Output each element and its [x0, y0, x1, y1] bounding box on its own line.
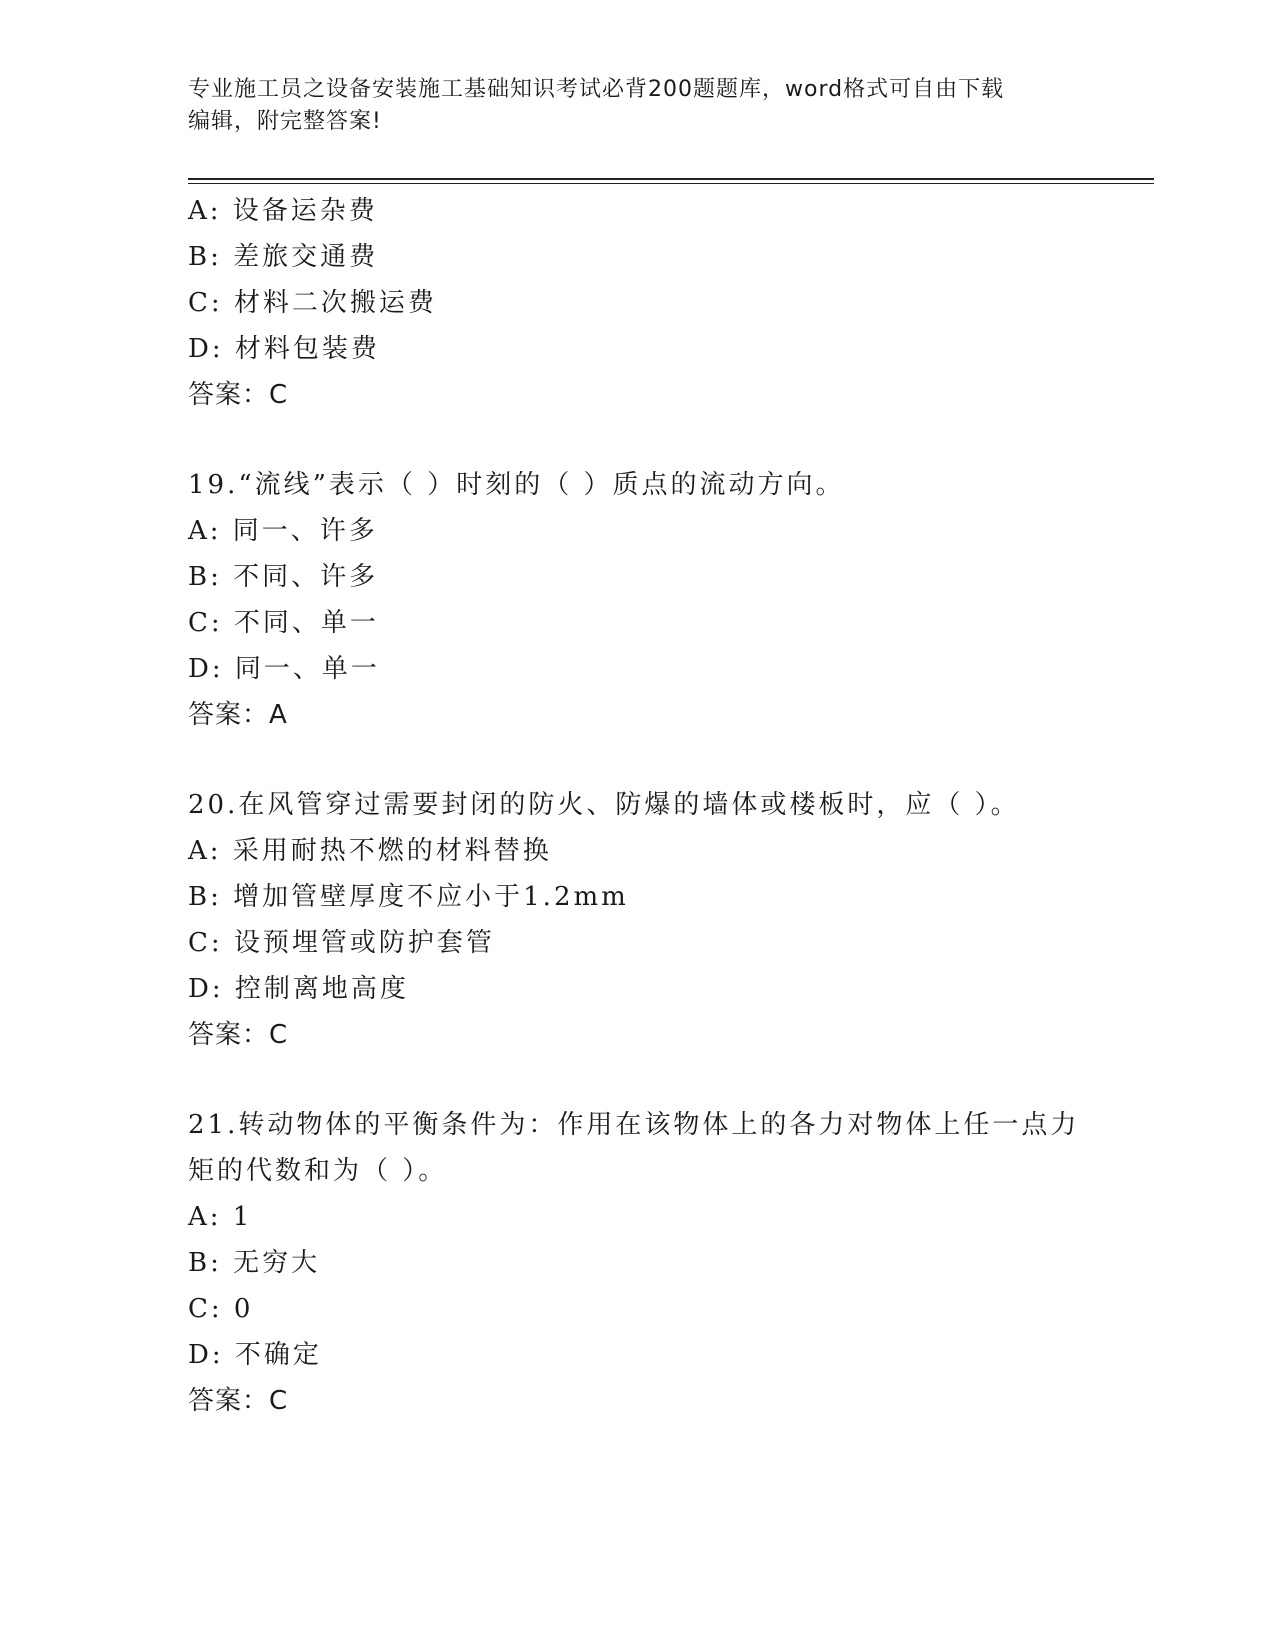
q18-option-b: B: 差旅交通费	[188, 242, 379, 272]
q21-stem-line-1: 21.转动物体的平衡条件为：作用在该物体上的各力对物体上任一点力	[188, 1110, 1080, 1140]
q20-option-a: A: 采用耐热不燃的材料替换	[188, 836, 552, 866]
q20-option-b: B: 增加管壁厚度不应小于1.2mm	[188, 882, 629, 912]
q18-option-c: C: 材料二次搬运费	[188, 288, 437, 318]
q19-answer: 答案：A	[188, 700, 288, 730]
header-rule-thin	[188, 183, 1154, 184]
q21-answer: 答案：C	[188, 1386, 289, 1416]
spacer	[188, 418, 1088, 462]
question-21-block	[188, 1102, 1088, 1424]
q20-stem: 20.在风管穿过需要封闭的防火、防爆的墙体或楼板时，应（ ）。	[188, 790, 1020, 820]
header-line-2: 编辑，附完整答案!	[188, 109, 382, 134]
q19-option-d: D: 同一、单一	[188, 654, 380, 684]
header-rule-thick	[188, 178, 1154, 180]
question-list	[188, 188, 1088, 1424]
spacer	[188, 738, 1088, 782]
q19-option-c: C: 不同、单一	[188, 608, 379, 638]
document-header	[188, 74, 1068, 138]
question-19-block	[188, 462, 1088, 738]
q18-answer: 答案：C	[188, 380, 289, 410]
q18-option-a: A: 设备运杂费	[188, 196, 378, 226]
q21-option-b: B: 无穷大	[188, 1248, 321, 1278]
q18-option-d: D: 材料包装费	[188, 334, 380, 364]
q19-option-a: A: 同一、许多	[188, 516, 378, 546]
spacer	[188, 1058, 1088, 1102]
q21-stem-line-2: 矩的代数和为（ ）。	[188, 1156, 448, 1186]
question-20-block	[188, 782, 1088, 1058]
q20-option-d: D: 控制离地高度	[188, 974, 409, 1004]
q19-stem: 19.“流线”表示（ ）时刻的（ ）质点的流动方向。	[188, 470, 845, 500]
header-line-1: 专业施工员之设备安装施工基础知识考试必背200题题库，word格式可自由下载	[188, 77, 1005, 102]
q21-option-c: C: 0	[188, 1294, 254, 1324]
q21-option-a: A: 1	[188, 1202, 253, 1232]
question-18-block	[188, 188, 1088, 418]
q19-option-b: B: 不同、许多	[188, 562, 379, 592]
q20-option-c: C: 设预埋管或防护套管	[188, 928, 495, 958]
q20-answer: 答案：C	[188, 1020, 289, 1050]
q21-option-d: D: 不确定	[188, 1340, 322, 1370]
